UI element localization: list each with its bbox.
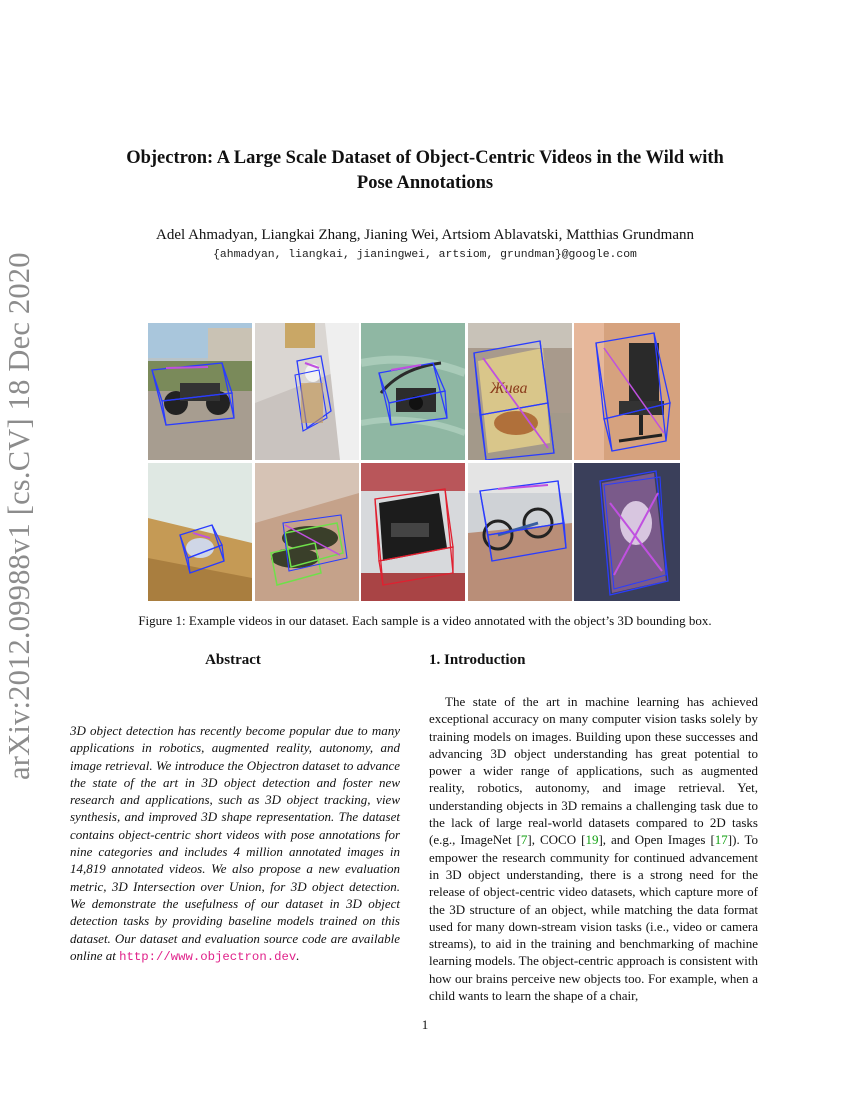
arxiv-stamp: arXiv:2012.09988v1 [cs.CV] 18 Dec 2020: [2, 252, 36, 780]
tile-shoe: [255, 463, 359, 601]
tile-cup-table: [148, 463, 252, 601]
tile-cup: [255, 323, 359, 460]
tile-bike-parked: [468, 463, 572, 601]
figure-caption: Figure 1: Example videos in our dataset. Each sample is a video annotated with the object’s 3D bounding box.: [138, 613, 712, 628]
title-line-1: Objectron: A Large Scale Dataset of Object-Centric Videos in the Wild with: [126, 148, 724, 168]
tile-camera: [361, 323, 465, 460]
citation-link[interactable]: 19: [585, 832, 599, 848]
introduction-heading: 1. Introduction: [429, 652, 526, 668]
tile-book: [574, 463, 680, 601]
page-number: 1: [421, 1017, 429, 1032]
tile-laptop: [361, 463, 465, 601]
tile-bike: [148, 323, 252, 460]
abstract-text: [70, 722, 400, 966]
citation-link[interactable]: 7: [520, 832, 528, 848]
dataset-link[interactable]: http://www.objectron.dev: [119, 949, 297, 964]
citation-link[interactable]: 17: [714, 832, 728, 848]
paper-title: [60, 146, 790, 196]
author-emails: {ahmadyan, liangkai, jianingwei, artsiom, grundman}@google.com: [213, 249, 637, 261]
tile-cereal-box: [468, 323, 572, 460]
introduction-text: [429, 693, 758, 1004]
intro-text-b: ], COCO [: [527, 832, 586, 848]
abstract-heading: Abstract: [205, 652, 261, 668]
intro-text-c: ], and Open Images [: [598, 832, 715, 848]
abstract-end: .: [296, 947, 300, 963]
svg-text:Жива: Жива: [490, 380, 528, 397]
intro-text-a: The state of the art in machine learning has achieved exceptional accuracy on many computer vision tasks solely by training models on images. Building upon these successes and advancing 3D object understanding has great potential to power a wider range of applications, such as augmented reality, robotics, autonomy, and image retrieval. Yet, understanding objects in 3D remains a challenging task due to the lack of large real-world datasets compared to 2D tasks (e.g., ImageNet [: [429, 694, 758, 848]
title-line-2: Pose Annotations: [356, 173, 494, 193]
intro-text-d: ]). To empower the research community for continued advancement in 3D object understanding, there is a strong need for the release of object-centric video datasets, which capture more of the 3D structure of an object, while matching the data format used for many down-stream vision tasks (i.e., video or camera streams), to aid in the training and benchmarking of machine learning models. The object-centric approach is consistent with how our brains perceive new objects too. For example, when a child wants to learn the shape of a chair,: [429, 832, 758, 1004]
tile-chair: [574, 323, 680, 460]
figure-1-grid: [148, 323, 680, 601]
author-list: Adel Ahmadyan, Liangkai Zhang, Jianing Wei, Artsiom Ablavatski, Matthias Grundmann: [155, 227, 694, 243]
abstract-paragraph: 3D object detection has recently become popular due to many applications in robotics, augmented reality, autonomy, and image retrieval. We introduce the Objectron dataset to advance the state of the art in 3D object detection and foster new research and applications, such as 3D object tracking, view synthesis, and improved 3D shape representation. The dataset contains object-centric short videos with pose annotations for nine categories and includes 4 million annotated images in 14,819 annotated videos. We also propose a new evaluation metric, 3D Intersection over Union, for 3D object detection. We demonstrate the usefulness of our dataset in 3D object detection tasks by providing baseline models trained on this dataset. Our dataset and evaluation source code are available online at: [70, 723, 400, 963]
